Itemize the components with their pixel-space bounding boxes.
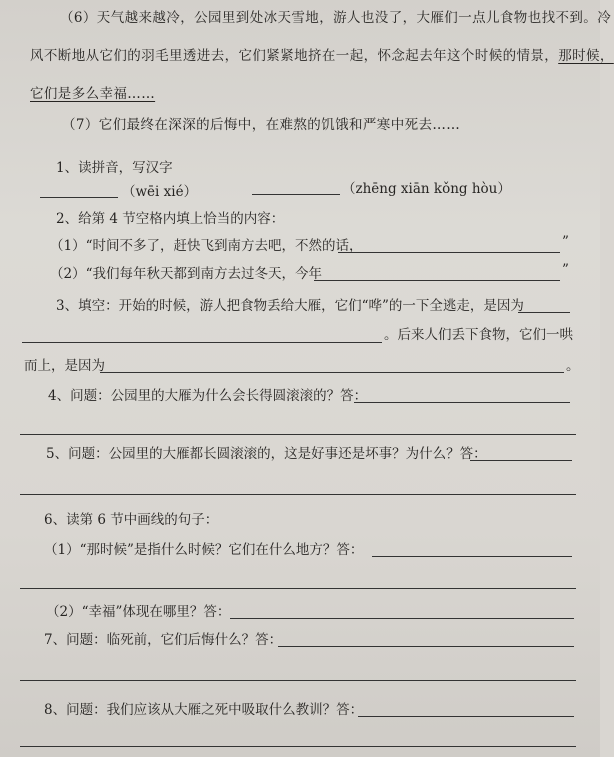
q6-2-text: （2）“幸福”体现在哪里？答： xyxy=(46,604,231,620)
q1-title: 1、读拼音，写汉字 xyxy=(56,160,173,176)
q5-answer-blank[interactable] xyxy=(470,460,572,461)
q2-2-close-quote: ” xyxy=(562,262,569,278)
q7-answer-blank[interactable] xyxy=(278,646,574,647)
q2-1-close-quote: ” xyxy=(562,234,569,250)
passage-underlined-sentence-cont: 它们是多么幸福…… xyxy=(30,86,156,102)
q7-answer-line[interactable] xyxy=(20,680,576,681)
q4-text: 4、问题：公园里的大雁为什么会长得圆滚滚的？答： xyxy=(48,388,368,404)
passage-p7: （7）它们最终在深深的后悔中，在难熬的饥饿和严寒中死去…… xyxy=(62,117,461,133)
passage-p6-line2 xyxy=(30,50,614,64)
q1-answer-blank-b[interactable] xyxy=(252,194,340,195)
q2-2-text: （2）“我们每年秋天都到南方去过冬天，今年 xyxy=(50,266,322,282)
q8-answer-blank[interactable] xyxy=(358,716,574,717)
q3-period: 。 xyxy=(566,358,580,374)
q3-answer-blank-a-cont[interactable] xyxy=(22,342,382,343)
q6-1-answer-line[interactable] xyxy=(20,588,576,589)
q8-text: 8、问题：我们应该从大雁之死中吸取什么教训？答： xyxy=(44,702,364,718)
q2-1-text: （1）“时间不多了，赶快飞到南方去吧，不然的话， xyxy=(50,238,363,254)
q6-title: 6、读第 6 节中画线的句子： xyxy=(44,512,219,528)
q3-answer-blank-b[interactable] xyxy=(100,372,564,373)
q6-1-answer-blank[interactable] xyxy=(372,556,572,557)
passage-p6-line1: （6）天气越来越冷，公园里到处冰天雪地，游人也没了，大雁们一点儿食物也找不到。冷 xyxy=(60,10,612,26)
q2-1-answer-blank[interactable] xyxy=(338,252,560,253)
q8-answer-line[interactable] xyxy=(20,746,576,747)
q5-answer-line[interactable] xyxy=(20,494,576,495)
q7-text: 7、问题：临死前，它们后悔什么？答： xyxy=(44,632,283,648)
passage-p6-line2-text: 风不断地从它们的羽毛里透进去，它们紧紧地挤在一起，怀念起去年这个时候的情景， xyxy=(30,48,559,64)
q3-text-a: 3、填空：开始的时候，游人把食物丢给大雁，它们“哗”的一下全逃走，是因为 xyxy=(56,298,524,314)
q3-text-b: 。后来人们丢下食物，它们一哄 xyxy=(384,327,573,343)
q4-answer-blank[interactable] xyxy=(354,402,570,403)
q6-1-text: （1）“那时候”是指什么时候？它们在什么地方？答： xyxy=(44,542,364,558)
passage-underlined-sentence: 那时候， xyxy=(558,48,614,64)
q1-answer-blank-a[interactable] xyxy=(40,197,118,198)
q2-title: 2、给第 4 节空格内填上恰当的内容： xyxy=(56,211,285,227)
q2-2-answer-blank[interactable] xyxy=(314,280,560,281)
q1-pinyin-b: （zhēng xiān kǒng hòu） xyxy=(342,181,511,197)
q4-answer-line[interactable] xyxy=(20,434,576,435)
q3-answer-blank-a[interactable] xyxy=(518,312,570,313)
q3-text-c: 而上，是因为 xyxy=(24,358,105,374)
q6-2-answer-blank[interactable] xyxy=(230,618,574,619)
q1-pinyin-a: （wēi xié） xyxy=(122,184,198,200)
q5-text: 5、问题：公园里的大雁都长圆滚滚的，这是好事还是坏事？为什么？答： xyxy=(46,446,487,462)
